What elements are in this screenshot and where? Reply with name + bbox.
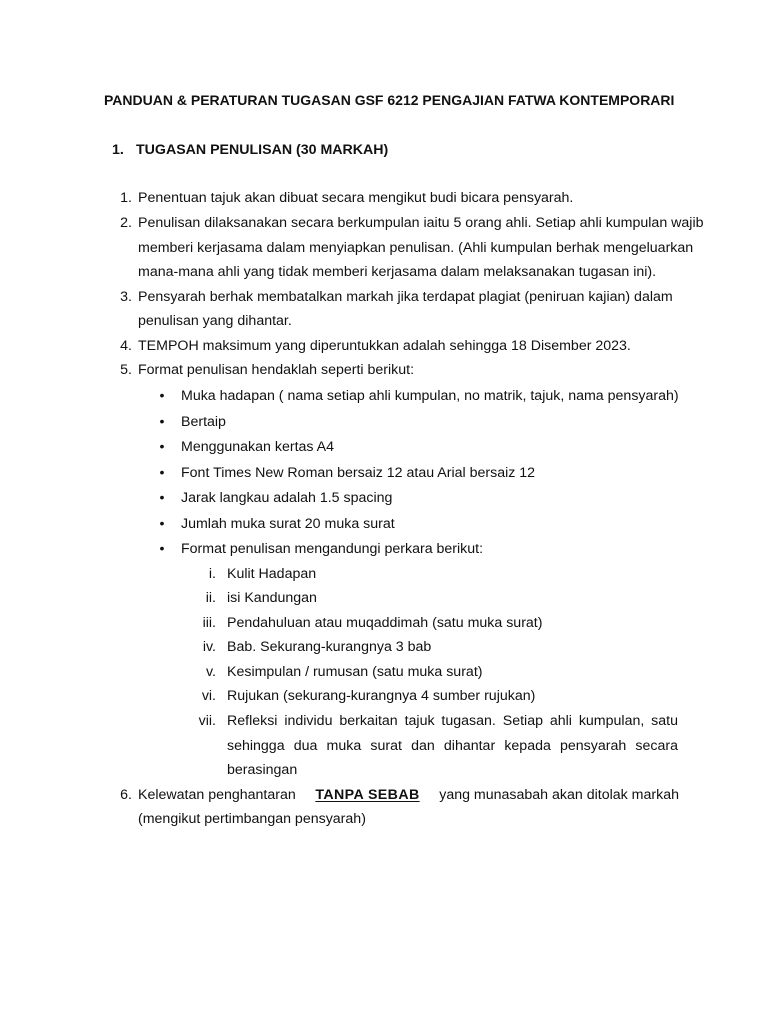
sub-list-numeral: v.	[206, 664, 216, 680]
bullet-text: Bertaip	[181, 414, 226, 430]
bullet-icon: •	[159, 388, 165, 404]
sub-list-numeral: i.	[208, 566, 216, 582]
list-item-text: Kelewatan penghantaran	[138, 787, 296, 803]
list-item-number: 5.	[120, 362, 132, 378]
sub-list-text: isi Kandungan	[227, 590, 317, 606]
list-item-number: 1.	[120, 190, 132, 206]
list-item-text: TEMPOH maksimum yang diperuntukkan adalah sehingga 18 Disember 2023.	[138, 338, 631, 354]
bullet-text: Font Times New Roman bersaiz 12 atau Arial bersaiz 12	[181, 465, 536, 481]
bullet-text: Menggunakan kertas A4	[181, 439, 335, 455]
section-number: 1.	[112, 142, 124, 158]
list-item-number: 2.	[120, 215, 132, 231]
sub-list-numeral: vii.	[198, 713, 216, 729]
section-heading-text: TUGASAN PENULISAN (30 MARKAH)	[136, 142, 389, 158]
sub-list-text: Kulit Hadapan	[227, 566, 317, 582]
list-item-number: 3.	[120, 289, 132, 305]
section-heading	[112, 142, 388, 158]
list-item-text: memberi kerjasama dalam menyiapkan penulisan. (Ahli kumpulan berhak mengeluarkan	[138, 240, 694, 256]
sub-list-text: Bab. Sekurang-kurangnya 3 bab	[227, 639, 432, 655]
list-item-text: penulisan yang dihantar.	[138, 313, 292, 329]
sub-list-numeral: vi.	[201, 688, 216, 704]
bullet-icon: •	[159, 414, 165, 430]
sub-list-text: Rujukan (sekurang-kurangnya 4 sumber rujukan)	[227, 688, 536, 704]
list-item-number: 6.	[120, 787, 132, 803]
bullet-icon: •	[159, 516, 165, 532]
sub-list-numeral: iii.	[202, 615, 216, 631]
sub-list-text: berasingan	[227, 762, 298, 778]
bullet-text: Jumlah muka surat 20 muka surat	[181, 516, 395, 532]
sub-list-numeral: iv.	[202, 639, 216, 655]
bullet-text: Muka hadapan ( nama setiap ahli kumpulan, no matrik, tajuk, nama pensyarah)	[181, 388, 679, 404]
list-item-number: 4.	[120, 338, 132, 354]
list-item-text: (mengikut pertimbangan pensyarah)	[138, 811, 366, 827]
sub-list-text: sehingga dua muka surat dan dihantar kepada pensyarah secara	[227, 738, 678, 754]
list-item-text: Penentuan tajuk akan dibuat secara mengikut budi bicara pensyarah.	[138, 190, 574, 206]
sub-list-numeral: ii.	[205, 590, 216, 606]
bullet-icon: •	[159, 490, 165, 506]
document-title: PANDUAN & PERATURAN TUGASAN GSF 6212 PENGAJIAN FATWA KONTEMPORARI	[104, 92, 675, 108]
list-item-text: mana-mana ahli yang tidak memberi kerjasama dalam melaksanakan tugasan ini).	[138, 264, 657, 280]
bullet-text: Format penulisan mengandungi perkara berikut:	[181, 541, 484, 557]
list-item-text: Penulisan dilaksanakan secara berkumpulan iaitu 5 orang ahli. Setiap ahli kumpulan wajib	[138, 215, 704, 231]
list-item-text: Pensyarah berhak membatalkan markah jika terdapat plagiat (peniruan kajian) dalam	[138, 289, 673, 305]
bullet-text: Jarak langkau adalah 1.5 spacing	[181, 490, 393, 506]
bullet-icon: •	[159, 465, 165, 481]
sub-list-text: Refleksi individu berkaitan tajuk tugasan. Setiap ahli kumpulan, satu	[227, 713, 678, 729]
list-item-text: yang munasabah akan ditolak markah	[439, 787, 679, 803]
list-item-text: Format penulisan hendaklah seperti berikut:	[138, 362, 415, 378]
bullet-icon: •	[159, 439, 165, 455]
list-item-text-line	[138, 783, 679, 808]
sub-list-text: Pendahuluan atau muqaddimah (satu muka surat)	[227, 615, 543, 631]
emphasis-text: TANPA SEBAB	[315, 787, 420, 803]
bullet-icon: •	[159, 541, 165, 557]
sub-list-text: Kesimpulan / rumusan (satu muka surat)	[227, 664, 483, 680]
